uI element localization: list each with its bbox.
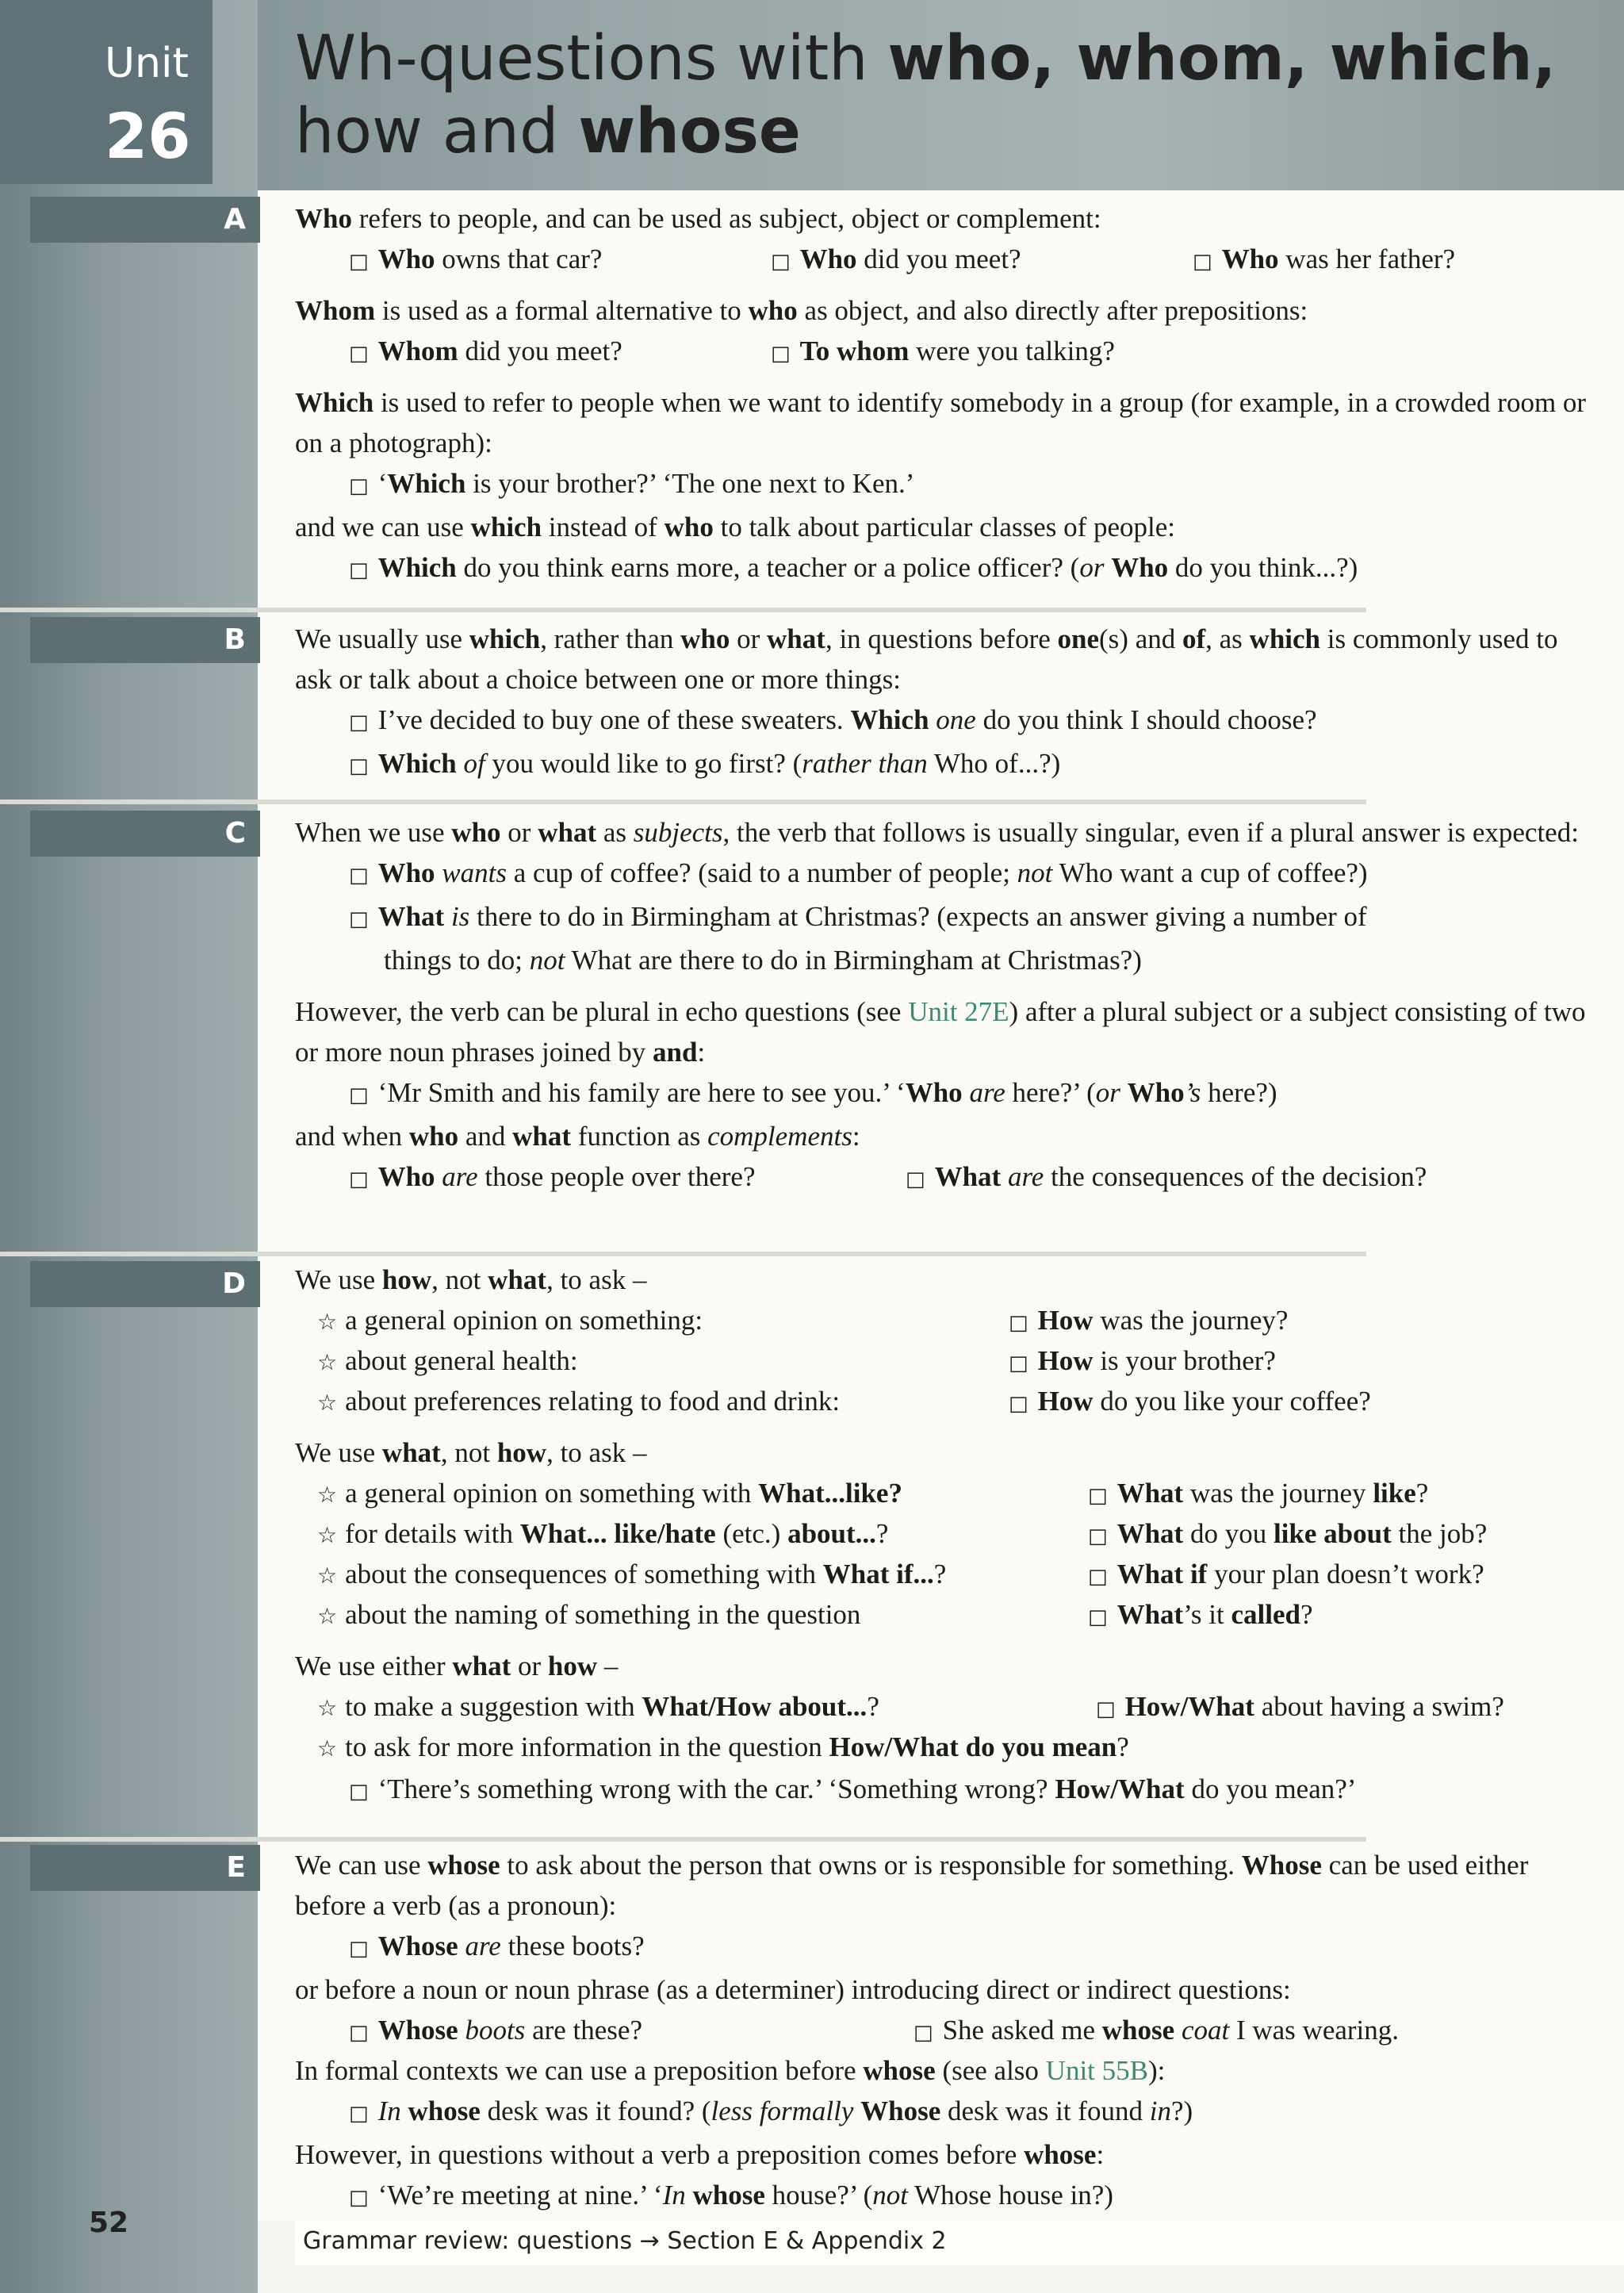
list-item: ☆ about general health: □ How is your brother? <box>317 1345 1276 1376</box>
list-item: ☆ for details with What... like/hate (etc.) about...? □ What do you like about the job? <box>317 1518 1488 1549</box>
checkbox-icon: □ <box>349 907 369 931</box>
checkbox-icon: □ <box>349 1937 369 1961</box>
checkbox-icon: □ <box>914 2021 933 2045</box>
checkbox-icon: □ <box>1096 1697 1116 1721</box>
example-item: □ Whom did you meet? <box>349 336 622 366</box>
section-a-ex4: □ Which do you think earns more, a teacher or a police officer? (or Who do you think...?) <box>349 552 1358 583</box>
section-c-ex1: □ Who wants a cup of coffee? (said to a number of people; not Who want a cup of coffee?) <box>349 857 1368 888</box>
star-icon: ☆ <box>317 1603 338 1629</box>
section-d-intro3: We use either what or how – <box>295 1651 619 1681</box>
divider <box>0 1252 1366 1256</box>
divider <box>0 1837 1366 1842</box>
section-b-p1: We usually use which, rather than who or what, in questions before one(s) and of, as which is commonly used to ask or talk about a choice between one or more things: <box>295 623 1558 695</box>
unit-word: Unit <box>105 40 189 87</box>
list-item: ☆ a general opinion on something with What...like? □ What was the journey like? <box>317 1478 1429 1509</box>
checkbox-icon: □ <box>1088 1484 1108 1508</box>
section-tab-a: A <box>30 197 260 243</box>
checkbox-icon: □ <box>1009 1392 1028 1416</box>
section-a <box>295 198 1595 591</box>
example-item: □ What are the consequences of the decision? <box>906 1161 1427 1192</box>
section-a-ex2 <box>295 331 1595 371</box>
section-c-p2: However, the verb can be plural in echo questions (see Unit 27E) after a plural subject or a subject consisting of two or more noun phrases joined by and: <box>295 996 1586 1068</box>
section-a-p4: and we can use which instead of who to talk about particular classes of people: <box>295 512 1176 543</box>
unit-label <box>0 0 213 184</box>
star-icon: ☆ <box>317 1735 338 1762</box>
footer-text: Grammar review: questions → Section E & Appendix 2 <box>303 2227 947 2255</box>
section-c-ex3: □ ‘Mr Smith and his family are here to see you.’ ‘Who are here?’ (or Who’s here?) <box>349 1077 1277 1108</box>
section-e-p4: However, in questions without a verb a preposition comes before whose: <box>295 2139 1105 2170</box>
sidebar <box>0 0 258 2293</box>
section-a-p1: Who refers to people, and can be used as subject, object or complement: <box>295 203 1101 234</box>
title-bold1: who, whom, which, <box>887 23 1557 94</box>
example-item: □ Who are those people over there? <box>349 1161 756 1192</box>
section-e-ex2 <box>295 2010 1595 2050</box>
checkbox-icon: □ <box>349 2186 369 2210</box>
checkbox-icon: □ <box>349 474 369 498</box>
section-tab-b: B <box>30 617 260 663</box>
checkbox-icon: □ <box>349 250 369 274</box>
checkbox-icon: □ <box>1088 1565 1108 1589</box>
example-item: □ Whose boots are these? <box>349 2015 642 2046</box>
section-d-intro2: We use what, not how, to ask – <box>295 1437 647 1468</box>
section-c-ex2: □ What is there to do in Birmingham at Christmas? (expects an answer giving a number of <box>349 901 1367 932</box>
checkbox-icon: □ <box>1088 1524 1108 1548</box>
divider <box>0 608 1366 612</box>
checkbox-icon: □ <box>349 1083 369 1107</box>
checkbox-icon: □ <box>349 2021 369 2045</box>
list-item: ☆ about the naming of something in the question □ What’s it called? <box>317 1599 1313 1630</box>
section-d <box>295 1260 1595 1812</box>
section-b-ex1: □ I’ve decided to buy one of these sweaters. Which one do you think I should choose? <box>349 704 1317 735</box>
checkbox-icon: □ <box>349 711 369 734</box>
section-tab-e: E <box>30 1845 260 1891</box>
footer-reference <box>295 2221 1624 2265</box>
example-item: □ Who was her father? <box>1193 243 1456 274</box>
star-icon: ☆ <box>317 1349 338 1375</box>
section-b-ex2: □ Which of you would like to go first? (rather than Who of...?) <box>349 748 1061 779</box>
section-e-p2: or before a noun or noun phrase (as a determiner) introducing direct or indirect questions: <box>295 1974 1291 2005</box>
section-c-p3: and when who and what function as complements: <box>295 1121 860 1152</box>
checkbox-icon: □ <box>349 1168 369 1191</box>
section-e-ex4: □ ‘We’re meeting at nine.’ ‘In whose house?’ (not Whose house in?) <box>349 2180 1113 2211</box>
star-icon: ☆ <box>317 1522 338 1548</box>
list-item: ☆ about the consequences of something with What if...? □ What if your plan doesn’t work? <box>317 1559 1484 1589</box>
checkbox-icon: □ <box>349 754 369 778</box>
example-item: □ To whom were you talking? <box>771 336 1115 366</box>
checkbox-icon: □ <box>349 2102 369 2126</box>
section-a-ex3: □ ‘Which is your brother?’ ‘The one next to Ken.’ <box>349 468 915 499</box>
section-a-ex1 <box>295 239 1595 279</box>
section-e-ex1: □ Whose are these boots? <box>349 1931 645 1961</box>
section-c-ex2-cont: things to do; not What are there to do in Birmingham at Christmas?) <box>384 945 1142 976</box>
checkbox-icon: □ <box>771 250 791 274</box>
section-c-ex4 <box>295 1156 1595 1197</box>
checkbox-icon: □ <box>906 1168 925 1191</box>
list-item: ☆ a general opinion on something: □ How was the journey? <box>317 1305 1289 1336</box>
title-part2: how and <box>295 96 579 168</box>
section-d-ex: □ ‘There’s something wrong with the car.’ ‘Something wrong? How/What do you mean?’ <box>349 1773 1357 1804</box>
section-e <box>295 1845 1595 2218</box>
section-tab-d: D <box>30 1261 260 1307</box>
star-icon: ☆ <box>317 1563 338 1589</box>
section-e-p1: We can use whose to ask about the person that owns or is responsible for something. Whose can be used either before a verb (as a pronoun): <box>295 1850 1529 1921</box>
star-icon: ☆ <box>317 1309 338 1335</box>
list-item: ☆ about preferences relating to food and drink: □ How do you like your coffee? <box>317 1386 1371 1417</box>
page-title <box>295 22 1595 168</box>
checkbox-icon: □ <box>349 342 369 366</box>
checkbox-icon: □ <box>1193 250 1212 274</box>
unit-number: 26 <box>105 102 191 173</box>
checkbox-icon: □ <box>771 342 791 366</box>
page-number: 52 <box>89 2207 129 2239</box>
section-e-ex3: □ In whose desk was it found? (less formally Whose desk was it found in?) <box>349 2096 1193 2126</box>
section-b <box>295 619 1595 787</box>
divider <box>0 799 1366 804</box>
section-a-p2: Whom is used as a formal alternative to who as object, and also directly after prepositions: <box>295 295 1308 326</box>
checkbox-icon: □ <box>1088 1605 1108 1629</box>
section-tab-c: C <box>30 811 260 857</box>
checkbox-icon: □ <box>1009 1352 1028 1375</box>
checkbox-icon: □ <box>1009 1311 1028 1335</box>
section-e-p3: In formal contexts we can use a preposition before whose (see also Unit 55B): <box>295 2055 1166 2086</box>
section-c <box>295 812 1595 1197</box>
section-c-p1: When we use who or what as subjects, the verb that follows is usually singular, even if a plural answer is expected: <box>295 817 1579 848</box>
section-d-intro1: We use how, not what, to ask – <box>295 1264 647 1295</box>
checkbox-icon: □ <box>349 558 369 582</box>
checkbox-icon: □ <box>349 1780 369 1804</box>
example-item: □ Who did you meet? <box>771 243 1021 274</box>
star-icon: ☆ <box>317 1482 338 1508</box>
section-a-p3: Which is used to refer to people when we want to identify somebody in a group (for example, in a crowded room or on a photograph): <box>295 387 1587 458</box>
title-bold2: whose <box>578 96 801 168</box>
example-item: □ Who owns that car? <box>349 243 603 274</box>
star-icon: ☆ <box>317 1695 338 1721</box>
star-icon: ☆ <box>317 1390 338 1416</box>
checkbox-icon: □ <box>349 864 369 888</box>
title-part1: Wh-questions with <box>295 23 888 94</box>
example-item: □ She asked me whose coat I was wearing. <box>914 2015 1400 2046</box>
list-item: ☆ to make a suggestion with What/How about...? □ How/What about having a swim? <box>317 1691 1504 1722</box>
list-item: ☆ to ask for more information in the question How/What do you mean? <box>317 1731 1129 1762</box>
